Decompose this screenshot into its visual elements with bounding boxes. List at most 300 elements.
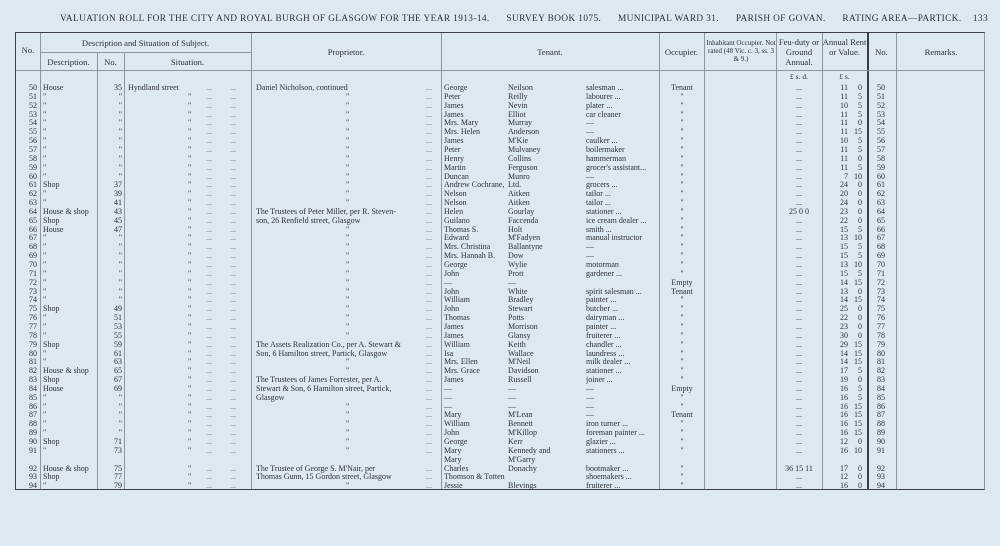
situation: " bbox=[188, 153, 192, 163]
feu-duty: ... bbox=[796, 339, 802, 349]
street-number: " bbox=[118, 162, 122, 172]
tenant-surname: Russell bbox=[508, 375, 532, 385]
street-number: 71 bbox=[114, 437, 122, 446]
proprietor: " bbox=[346, 251, 350, 261]
occupier: " bbox=[680, 189, 684, 199]
row-number: 93 bbox=[29, 472, 37, 482]
situation: " bbox=[188, 401, 192, 411]
occupier: " bbox=[680, 206, 684, 216]
rent-shillings: 15 bbox=[854, 357, 862, 367]
street-number: 75 bbox=[114, 463, 122, 473]
rent-shillings: 0 bbox=[858, 118, 862, 128]
proprietor-leader: ... bbox=[426, 304, 432, 314]
description: " bbox=[43, 118, 47, 128]
row-number-right: 51 bbox=[877, 91, 885, 101]
street-number: " bbox=[118, 242, 122, 252]
situation-leader: ... bbox=[230, 100, 236, 110]
table-row bbox=[16, 437, 984, 446]
proprietor-leader: ... bbox=[426, 295, 432, 305]
description: " bbox=[43, 428, 47, 438]
situation-leader: ... bbox=[230, 366, 236, 376]
street-number: 47 bbox=[114, 224, 122, 234]
situation: " bbox=[188, 313, 192, 323]
proprietor: " bbox=[346, 481, 350, 491]
feu-duty: ... bbox=[796, 180, 802, 190]
situation-leader: ... bbox=[230, 445, 236, 455]
proprietor-leader: ... bbox=[426, 366, 432, 376]
rent-pounds: 13 bbox=[840, 233, 848, 243]
rent-shillings: 5 bbox=[858, 251, 862, 261]
tenant-occupation: ice cream dealer ... bbox=[586, 215, 647, 225]
rent-shillings: 10 bbox=[854, 445, 862, 455]
row-number-right: 80 bbox=[877, 348, 885, 358]
tenant-first-name: John bbox=[444, 286, 460, 296]
street-number: " bbox=[118, 118, 122, 128]
proprietor-leader: ... bbox=[426, 348, 432, 358]
tenant-occupation: shoemakers ... bbox=[586, 472, 632, 482]
proprietor-leader: ... bbox=[426, 357, 432, 367]
feu-duty: 36 15 11 bbox=[785, 463, 813, 473]
header-proprietor: Proprietor. bbox=[327, 47, 365, 57]
tenant-first-name: James bbox=[444, 136, 464, 146]
tenant-first-name: James bbox=[444, 100, 464, 110]
row-number-right: 92 bbox=[877, 463, 885, 473]
tenant-occupation: manual instructor bbox=[586, 233, 643, 243]
proprietor: " bbox=[346, 410, 350, 420]
situation-leader: ... bbox=[230, 215, 236, 225]
table-row bbox=[16, 428, 984, 437]
situation: " bbox=[188, 144, 192, 154]
tenant-occupation: joiner ... bbox=[586, 375, 613, 385]
situation-leader: ... bbox=[206, 375, 212, 385]
situation: " bbox=[188, 118, 192, 128]
tenant-first-name: Andrew Cochrane, bbox=[444, 180, 505, 190]
row-number-right: 79 bbox=[877, 339, 885, 349]
description: " bbox=[43, 91, 47, 101]
proprietor-leader: ... bbox=[426, 91, 432, 101]
table-row bbox=[16, 357, 984, 366]
proprietor: The Trustee of George S. M'Nair, per bbox=[256, 463, 376, 473]
proprietor-leader: ... bbox=[426, 100, 432, 110]
rent-shillings: 5 bbox=[858, 136, 862, 146]
row-number: 70 bbox=[29, 260, 37, 269]
feu-duty: ... bbox=[796, 392, 802, 402]
divider bbox=[40, 52, 251, 53]
description: House & shop bbox=[43, 463, 89, 473]
situation-leader: ... bbox=[230, 304, 236, 314]
situation-leader: ... bbox=[206, 180, 212, 190]
situation-leader: ... bbox=[206, 366, 212, 376]
situation-leader: ... bbox=[206, 233, 212, 243]
rent-pounds: 23 bbox=[840, 321, 848, 331]
description: " bbox=[43, 162, 47, 172]
row-number: 89 bbox=[29, 428, 37, 438]
tenant-first-name: Jessie bbox=[444, 481, 463, 491]
street-number: 63 bbox=[114, 357, 122, 367]
tenant-first-name: John bbox=[444, 428, 460, 438]
tenant-first-name: Duncan bbox=[444, 171, 469, 181]
situation-leader: ... bbox=[206, 136, 212, 146]
street-number: 61 bbox=[114, 348, 122, 358]
row-number-right: 73 bbox=[877, 286, 885, 296]
situation-leader: ... bbox=[230, 401, 236, 411]
situation: " bbox=[188, 437, 192, 446]
row-number: 79 bbox=[29, 339, 37, 349]
row-number: 59 bbox=[29, 162, 37, 172]
row-number-right: 77 bbox=[877, 321, 885, 331]
situation-leader: ... bbox=[206, 330, 212, 340]
situation-leader: ... bbox=[206, 189, 212, 199]
table-row bbox=[16, 375, 984, 384]
occupier: Tenant bbox=[671, 410, 693, 420]
table-row bbox=[16, 216, 984, 225]
header-inhabitant: Inhabitant Occupier. Not rated (48 Vic. c. 3, ss. 3 & 9.) bbox=[706, 39, 776, 63]
rent-pounds: 11 bbox=[840, 118, 848, 128]
situation: " bbox=[188, 410, 192, 420]
description: " bbox=[43, 171, 47, 181]
proprietor-leader: ... bbox=[426, 260, 432, 269]
feu-duty: ... bbox=[796, 348, 802, 358]
proprietor: " bbox=[346, 445, 350, 455]
situation-leader: ... bbox=[230, 383, 236, 393]
proprietor: Thomas Gunn, 15 Gordon street, Glasgow bbox=[256, 472, 392, 482]
description: House bbox=[43, 224, 64, 234]
row-number-right: 81 bbox=[877, 357, 885, 367]
street-number: " bbox=[118, 144, 122, 154]
tenant-surname: Neilson bbox=[508, 83, 533, 92]
row-number-right: 90 bbox=[877, 437, 885, 446]
row-number: 86 bbox=[29, 401, 37, 411]
header-no-right: No. bbox=[875, 47, 888, 57]
proprietor-leader: ... bbox=[426, 251, 432, 261]
tenant-surname: Munro bbox=[508, 171, 530, 181]
row-number: 74 bbox=[29, 295, 37, 305]
proprietor-leader: ... bbox=[426, 428, 432, 438]
rent-pounds: 15 bbox=[840, 224, 848, 234]
feu-duty: ... bbox=[796, 224, 802, 234]
tenant-occupation: — bbox=[586, 242, 594, 252]
street-number: 49 bbox=[114, 304, 122, 314]
row-number: 94 bbox=[29, 481, 37, 491]
proprietor: " bbox=[346, 109, 350, 119]
row-number-right: 76 bbox=[877, 313, 885, 323]
proprietor: Son, 6 Hamilton street, Partick, Glasgow bbox=[256, 348, 388, 358]
row-number: 53 bbox=[29, 109, 37, 119]
tenant-first-name: Henry bbox=[444, 153, 464, 163]
table-row bbox=[16, 207, 984, 216]
feu-duty: ... bbox=[796, 260, 802, 269]
municipal-ward: MUNICIPAL WARD 31. bbox=[617, 14, 720, 24]
occupier: " bbox=[680, 268, 684, 278]
tenant-first-name: Martin bbox=[444, 162, 466, 172]
situation-leader: ... bbox=[230, 83, 236, 92]
rent-pounds: 24 bbox=[840, 180, 848, 190]
situation-leader: ... bbox=[206, 153, 212, 163]
description: Shop bbox=[43, 304, 60, 314]
rent-shillings: 0 bbox=[858, 437, 862, 446]
row-number-right: 72 bbox=[877, 277, 885, 287]
proprietor-leader: ... bbox=[426, 162, 432, 172]
rent-shillings: 10 bbox=[854, 260, 862, 269]
street-number: " bbox=[118, 286, 122, 296]
situation-leader: ... bbox=[230, 136, 236, 146]
situation: " bbox=[188, 472, 192, 482]
description: Shop bbox=[43, 437, 60, 446]
tenant-surname: Ltd. bbox=[508, 180, 522, 190]
street-number: 55 bbox=[114, 330, 122, 340]
row-number-right: 63 bbox=[877, 198, 885, 208]
proprietor-leader: ... bbox=[426, 215, 432, 225]
situation-leader: ... bbox=[230, 437, 236, 446]
row-number: 57 bbox=[29, 144, 37, 154]
row-number: 61 bbox=[29, 180, 37, 190]
occupier: " bbox=[680, 242, 684, 252]
occupier: " bbox=[680, 233, 684, 243]
street-number: " bbox=[118, 127, 122, 137]
tenant-first-name: William bbox=[444, 295, 470, 305]
tenant-first-name: — bbox=[444, 277, 452, 287]
tenant-first-name: Mary bbox=[444, 445, 462, 455]
rent-shillings: 0 bbox=[858, 375, 862, 385]
tenant-occupation: dairyman ... bbox=[586, 313, 625, 323]
proprietor: " bbox=[346, 286, 350, 296]
situation-leader: ... bbox=[230, 198, 236, 208]
rent-pounds: 16 bbox=[840, 392, 848, 402]
rent-shillings: 5 bbox=[858, 392, 862, 402]
street-number: " bbox=[118, 260, 122, 269]
street-number: " bbox=[118, 268, 122, 278]
row-number: 73 bbox=[29, 286, 37, 296]
row-number-right: 53 bbox=[877, 109, 885, 119]
rent-pounds: 16 bbox=[840, 428, 848, 438]
situation-leader: ... bbox=[230, 321, 236, 331]
tenant-surname: Gourlay bbox=[508, 206, 535, 216]
feu-duty: ... bbox=[796, 445, 802, 455]
table-row bbox=[16, 233, 984, 242]
feu-duty: ... bbox=[796, 268, 802, 278]
table-row bbox=[16, 269, 984, 278]
situation-leader: ... bbox=[206, 428, 212, 438]
row-number: 69 bbox=[29, 251, 37, 261]
rent-pounds: 16 bbox=[840, 419, 848, 429]
tenant-first-name: Mary bbox=[444, 454, 462, 464]
proprietor: " bbox=[346, 127, 350, 137]
proprietor-leader: ... bbox=[426, 392, 432, 402]
rent-pounds: 16 bbox=[840, 401, 848, 411]
row-number-right: 68 bbox=[877, 242, 885, 252]
tenant-occupation: chandler ... bbox=[586, 339, 622, 349]
situation-leader: ... bbox=[206, 268, 212, 278]
tenant-first-name: Nelson bbox=[444, 189, 467, 199]
occupier: " bbox=[680, 136, 684, 146]
header-feu-duty: Feu-duty or Ground Annual. bbox=[778, 37, 820, 67]
situation-leader: ... bbox=[230, 127, 236, 137]
occupier: " bbox=[680, 463, 684, 473]
description: " bbox=[43, 295, 47, 305]
situation-leader: ... bbox=[230, 419, 236, 429]
proprietor-leader: ... bbox=[426, 419, 432, 429]
table-row bbox=[16, 136, 984, 145]
description: " bbox=[43, 330, 47, 340]
row-number-right: 89 bbox=[877, 428, 885, 438]
situation-leader: ... bbox=[206, 144, 212, 154]
table-row bbox=[16, 455, 984, 464]
tenant-surname: M'Kie bbox=[508, 136, 529, 146]
table-row bbox=[16, 322, 984, 331]
row-number: 51 bbox=[29, 91, 37, 101]
tenant-first-name: Mrs. Grace bbox=[444, 366, 480, 376]
tenant-occupation: stationers ... bbox=[586, 445, 625, 455]
description: " bbox=[43, 392, 47, 402]
situation: " bbox=[188, 171, 192, 181]
description: " bbox=[43, 401, 47, 411]
feu-duty: ... bbox=[796, 481, 802, 491]
situation-leader: ... bbox=[230, 348, 236, 358]
situation: " bbox=[188, 180, 192, 190]
situation-leader: ... bbox=[206, 83, 212, 92]
tenant-occupation: grocers ... bbox=[586, 180, 618, 190]
situation-leader: ... bbox=[230, 260, 236, 269]
table-row bbox=[16, 384, 984, 393]
situation: " bbox=[188, 100, 192, 110]
rent-pounds: 11 bbox=[840, 144, 848, 154]
situation-leader: ... bbox=[206, 109, 212, 119]
street-number: 41 bbox=[114, 198, 122, 208]
tenant-surname: — bbox=[508, 392, 516, 402]
proprietor-leader: ... bbox=[426, 233, 432, 243]
row-number-right: 75 bbox=[877, 304, 885, 314]
row-number: 54 bbox=[29, 118, 37, 128]
row-number: 77 bbox=[29, 321, 37, 331]
situation-leader: ... bbox=[230, 375, 236, 385]
tenant-first-name: Isa bbox=[444, 348, 454, 358]
proprietor: " bbox=[346, 321, 350, 331]
description: " bbox=[43, 144, 47, 154]
row-number: 71 bbox=[29, 268, 37, 278]
situation-leader: ... bbox=[230, 268, 236, 278]
street-number: 59 bbox=[114, 339, 122, 349]
rent-shillings: 0 bbox=[858, 198, 862, 208]
header-situation: Situation. bbox=[170, 57, 205, 67]
description: " bbox=[43, 198, 47, 208]
occupier: " bbox=[680, 260, 684, 269]
street-number: 77 bbox=[114, 472, 122, 482]
street-number: " bbox=[118, 277, 122, 287]
feu-duty: ... bbox=[796, 304, 802, 314]
table-row bbox=[16, 225, 984, 234]
description: " bbox=[43, 277, 47, 287]
tenant-surname: Donachy bbox=[508, 463, 537, 473]
feu-duty: ... bbox=[796, 251, 802, 261]
tenant-occupation: grocer's assistant... bbox=[586, 162, 647, 172]
situation: " bbox=[188, 215, 192, 225]
table-row bbox=[16, 118, 984, 127]
occupier: " bbox=[680, 357, 684, 367]
occupier: " bbox=[680, 91, 684, 101]
row-number: 80 bbox=[29, 348, 37, 358]
description: Shop bbox=[43, 472, 60, 482]
tenant-first-name: Helen bbox=[444, 206, 464, 216]
proprietor-leader: ... bbox=[426, 401, 432, 411]
tenant-first-name: Thomson & Totten bbox=[444, 472, 505, 482]
situation-leader: ... bbox=[206, 127, 212, 137]
situation-leader: ... bbox=[230, 313, 236, 323]
row-number: 60 bbox=[29, 171, 37, 181]
occupier: " bbox=[680, 162, 684, 172]
row-number: 67 bbox=[29, 233, 37, 243]
tenant-occupation: — bbox=[586, 383, 594, 393]
situation-leader: ... bbox=[206, 260, 212, 269]
feu-duty: ... bbox=[796, 277, 802, 287]
rent-pounds: 16 bbox=[840, 481, 848, 491]
proprietor-leader: ... bbox=[426, 437, 432, 446]
situation: " bbox=[188, 392, 192, 402]
tenant-surname: Stewart bbox=[508, 304, 533, 314]
table-row bbox=[16, 110, 984, 119]
tenant-surname: Keith bbox=[508, 339, 526, 349]
occupier: " bbox=[680, 330, 684, 340]
proprietor-leader: ... bbox=[426, 206, 432, 216]
situation-leader: ... bbox=[230, 91, 236, 101]
tenant-first-name: Mrs. Ellen bbox=[444, 357, 478, 367]
proprietor-leader: ... bbox=[426, 339, 432, 349]
street-number: 35 bbox=[114, 83, 122, 92]
street-number: 65 bbox=[114, 366, 122, 376]
header-number: No. bbox=[104, 57, 117, 67]
rent-shillings: 5 bbox=[858, 224, 862, 234]
row-number-right: 58 bbox=[877, 153, 885, 163]
table-row bbox=[16, 481, 984, 490]
proprietor-leader: ... bbox=[426, 445, 432, 455]
situation: " bbox=[188, 251, 192, 261]
proprietor-leader: ... bbox=[426, 481, 432, 491]
rent-pounds: 22 bbox=[840, 313, 848, 323]
street-number: " bbox=[118, 109, 122, 119]
row-number-right: 70 bbox=[877, 260, 885, 269]
situation: " bbox=[188, 481, 192, 491]
rent-pounds: 25 bbox=[840, 304, 848, 314]
rent-shillings: 15 bbox=[854, 295, 862, 305]
feu-duty: ... bbox=[796, 428, 802, 438]
street-number: " bbox=[118, 419, 122, 429]
situation-leader: ... bbox=[230, 153, 236, 163]
situation-leader: ... bbox=[206, 419, 212, 429]
tenant-first-name: Thomas bbox=[444, 313, 470, 323]
proprietor: " bbox=[346, 277, 350, 287]
tenant-occupation: — bbox=[586, 251, 594, 261]
rent-pounds: 12 bbox=[840, 472, 848, 482]
table-row bbox=[16, 163, 984, 172]
situation-leader: ... bbox=[230, 472, 236, 482]
situation-leader: ... bbox=[230, 277, 236, 287]
situation-leader: ... bbox=[230, 171, 236, 181]
proprietor: " bbox=[346, 224, 350, 234]
proprietor-leader: ... bbox=[426, 144, 432, 154]
row-number-right: 65 bbox=[877, 215, 885, 225]
row-number: 82 bbox=[29, 366, 37, 376]
situation-leader: ... bbox=[230, 206, 236, 216]
tenant-first-name: Peter bbox=[444, 144, 461, 154]
street-number: " bbox=[118, 153, 122, 163]
situation-leader: ... bbox=[206, 437, 212, 446]
row-number: 66 bbox=[29, 224, 37, 234]
occupier: " bbox=[680, 339, 684, 349]
proprietor: " bbox=[346, 233, 350, 243]
header-remarks: Remarks. bbox=[924, 47, 958, 57]
proprietor-leader: ... bbox=[426, 224, 432, 234]
parish: PARISH OF GOVAN. bbox=[735, 14, 826, 24]
proprietor: " bbox=[346, 136, 350, 146]
